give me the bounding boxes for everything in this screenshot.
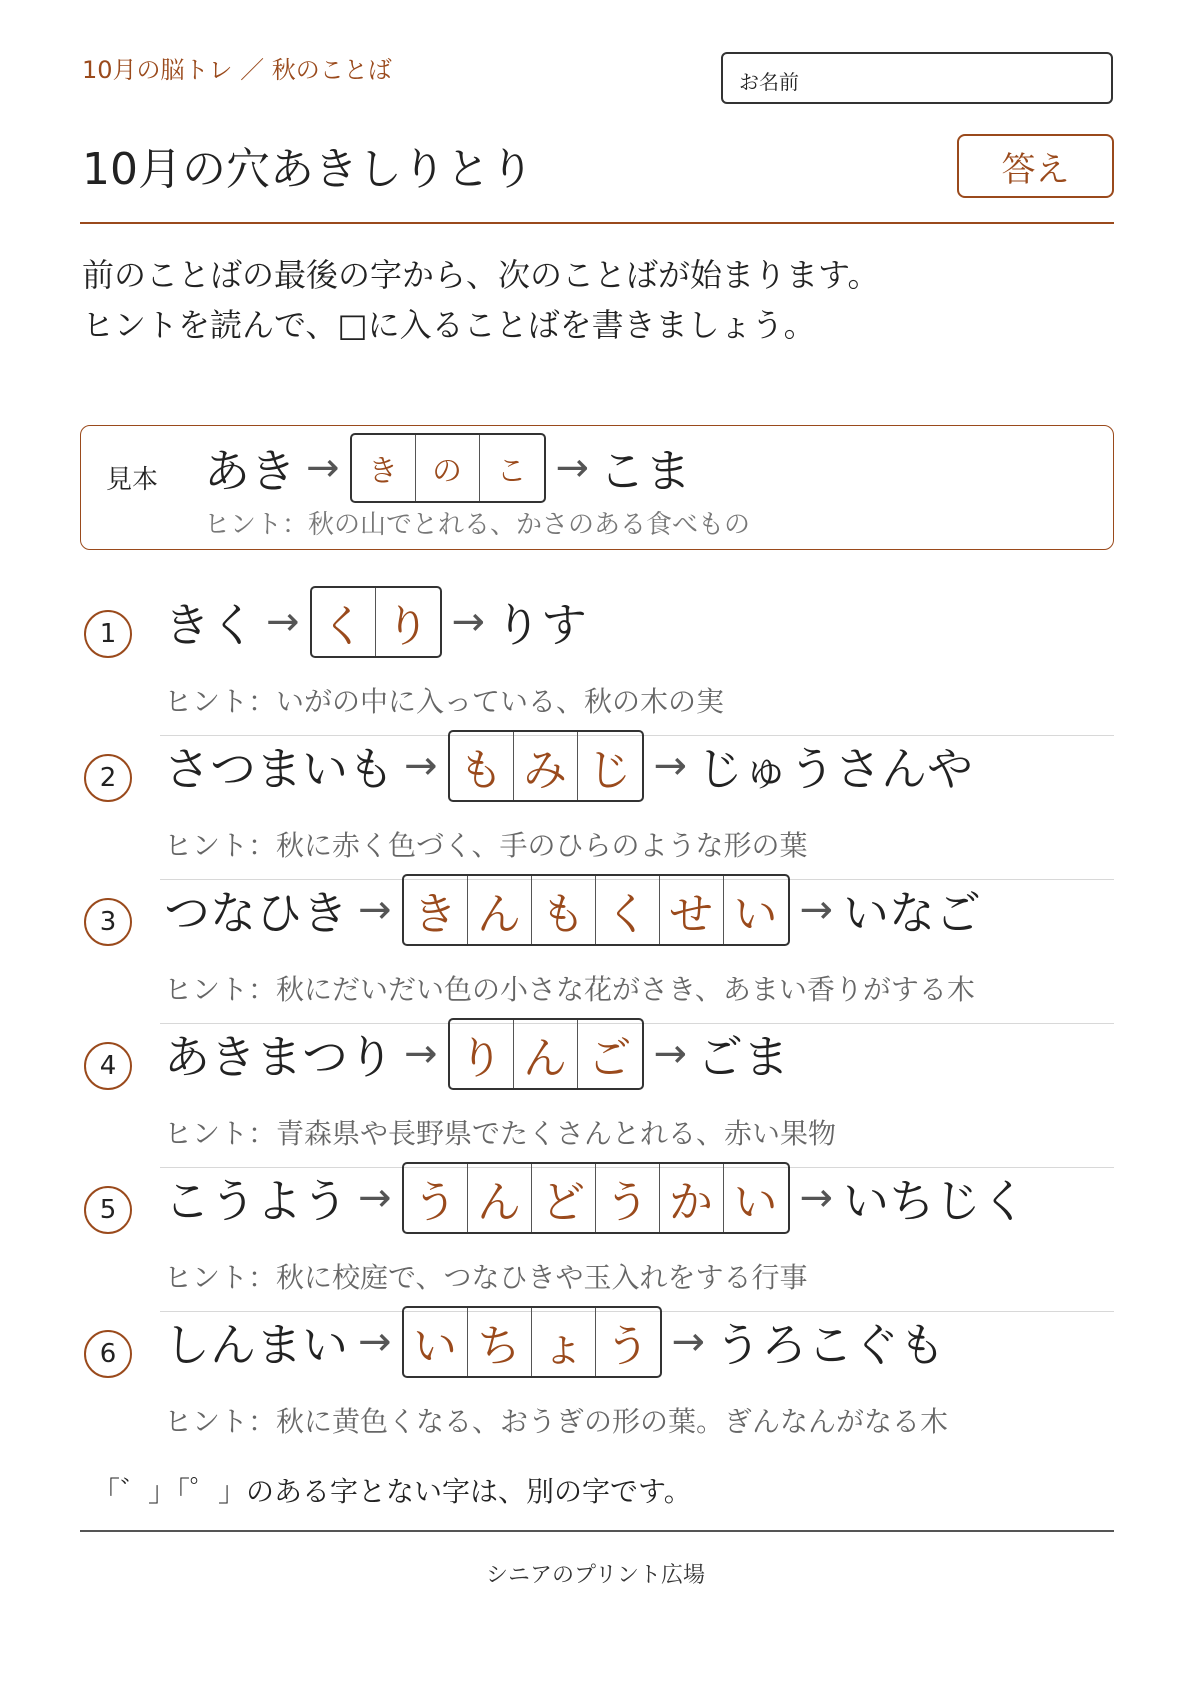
instruction-line-1: 前のことばの最後の字から、次のことばが始まります。 [82, 256, 880, 294]
problem-before-word: こうよう [164, 1174, 348, 1228]
arrow-icon: → [306, 445, 340, 491]
problem-1-chain [164, 586, 587, 658]
problem-number-badge: 6 [84, 1330, 132, 1378]
arrow-icon: → [653, 1031, 688, 1077]
answer-boxes [402, 1306, 662, 1378]
arrow-icon: → [799, 887, 834, 933]
problem-6-chain [164, 1306, 945, 1378]
problem-3-chain [164, 874, 981, 946]
answer-box[interactable]: ど [532, 1164, 596, 1232]
answer-box[interactable]: か [660, 1164, 724, 1232]
arrow-icon: → [404, 1031, 438, 1077]
answer-box[interactable]: ん [468, 876, 532, 944]
answer-box[interactable]: い [733, 1177, 778, 1228]
arrow-icon: → [555, 445, 590, 491]
problem-after-word: うろこぐも [715, 1318, 946, 1372]
sample-chain [204, 433, 691, 503]
sample-answer-boxes [350, 433, 546, 503]
arrow-icon: → [451, 599, 486, 645]
arrow-icon: → [358, 1319, 392, 1365]
problem-before-word: しんまい [164, 1318, 348, 1372]
answer-boxes [402, 874, 790, 946]
answer-box[interactable]: り [385, 601, 430, 652]
problem-number-badge: 2 [84, 754, 132, 802]
answer-boxes [310, 586, 442, 658]
arrow-icon: → [671, 1319, 706, 1365]
answer-box[interactable]: ち [468, 1308, 532, 1376]
name-field[interactable] [721, 52, 1113, 104]
problem-before-word: きく [164, 598, 256, 652]
page-subtitle: 10月の脳トレ ／ 秋のことば [82, 56, 392, 84]
problem-number-badge: 3 [84, 898, 132, 946]
arrow-icon: → [358, 887, 392, 933]
problem-hint: ヒント：いがの中に入っている、秋の木の実 [164, 685, 725, 718]
problem-hint: ヒント：秋にだいだい色の小さな花がさき、あまい香りがする木 [164, 973, 975, 1006]
arrow-icon: → [653, 743, 688, 789]
answer-box[interactable]: ん [514, 1020, 578, 1088]
footer-site-name: シニアのプリント広場 [485, 1563, 706, 1588]
answer-button[interactable]: 答え [957, 134, 1114, 198]
problem-4-chain [164, 1018, 789, 1090]
page-title: 10月の穴あきしりとり [82, 144, 534, 195]
dakuten-note: 「゛」「゜」のある字とない字は、別の字です。 [92, 1475, 692, 1508]
sample-after-word: こま [599, 444, 692, 498]
footer-divider [80, 1530, 1114, 1532]
instruction-line-2: ヒントを読んで、□に入ることばを書きましょう。 [82, 306, 816, 344]
problem-after-word: ごま [697, 1030, 790, 1084]
problem-after-word: りす [495, 598, 588, 652]
problem-after-word: いなご [843, 886, 982, 940]
answer-box[interactable]: く [596, 876, 660, 944]
answer-box[interactable]: う [605, 1321, 650, 1372]
problem-hint: ヒント：秋に赤く色づく、手のひらのような形の葉 [164, 829, 808, 862]
answer-box[interactable]: う [596, 1164, 660, 1232]
answer-box[interactable]: も [450, 732, 514, 800]
problem-hint: ヒント：青森県や長野県でたくさんとれる、赤い果物 [164, 1117, 837, 1150]
problem-before-word: あきまつり [164, 1030, 394, 1084]
problem-2-chain [164, 730, 973, 802]
problem-before-word: つなひき [164, 886, 348, 940]
sample-answer-box: き [352, 435, 416, 501]
sample-hint: ヒント：秋の山でとれる、かさのある食べもの [204, 510, 751, 540]
arrow-icon: → [799, 1175, 834, 1221]
answer-boxes [448, 1018, 644, 1090]
answer-box[interactable]: ご [587, 1033, 632, 1084]
answer-box[interactable]: も [532, 876, 596, 944]
problem-hint: ヒント：秋に黄色くなる、おうぎの形の葉。ぎんなんがなる木 [164, 1405, 949, 1438]
name-field-label: お名前 [739, 70, 799, 94]
arrow-icon: → [358, 1175, 392, 1221]
problem-number-badge: 5 [84, 1186, 132, 1234]
sample-label: 見本 [106, 465, 159, 495]
answer-box[interactable]: き [404, 876, 468, 944]
arrow-icon: → [404, 743, 438, 789]
answer-box[interactable]: う [404, 1164, 468, 1232]
problem-number-badge: 1 [84, 610, 132, 658]
problem-hint: ヒント：秋に校庭で、つなひきや玉入れをする行事 [164, 1261, 808, 1294]
problem-after-word: じゅうさんや [697, 742, 974, 796]
sample-answer-box: こ [496, 454, 527, 489]
sample-answer-box: の [416, 435, 480, 501]
arrow-icon: → [266, 599, 300, 645]
answer-box[interactable]: り [450, 1020, 514, 1088]
sample-before-word: あき [204, 444, 296, 498]
problem-number-badge: 4 [84, 1042, 132, 1090]
answer-box[interactable]: く [312, 588, 376, 656]
answer-box[interactable]: み [514, 732, 578, 800]
answer-box[interactable]: じ [587, 745, 632, 796]
answer-box[interactable]: せ [660, 876, 724, 944]
header-divider [80, 222, 1114, 224]
answer-box[interactable]: ん [468, 1164, 532, 1232]
answer-box[interactable]: い [733, 889, 778, 940]
answer-box[interactable]: い [404, 1308, 468, 1376]
problem-before-word: さつまいも [164, 742, 394, 796]
problem-5-chain [164, 1162, 1027, 1234]
problem-after-word: いちじく [843, 1174, 1028, 1228]
answer-boxes [402, 1162, 790, 1234]
answer-box[interactable]: ょ [532, 1308, 596, 1376]
answer-boxes [448, 730, 644, 802]
